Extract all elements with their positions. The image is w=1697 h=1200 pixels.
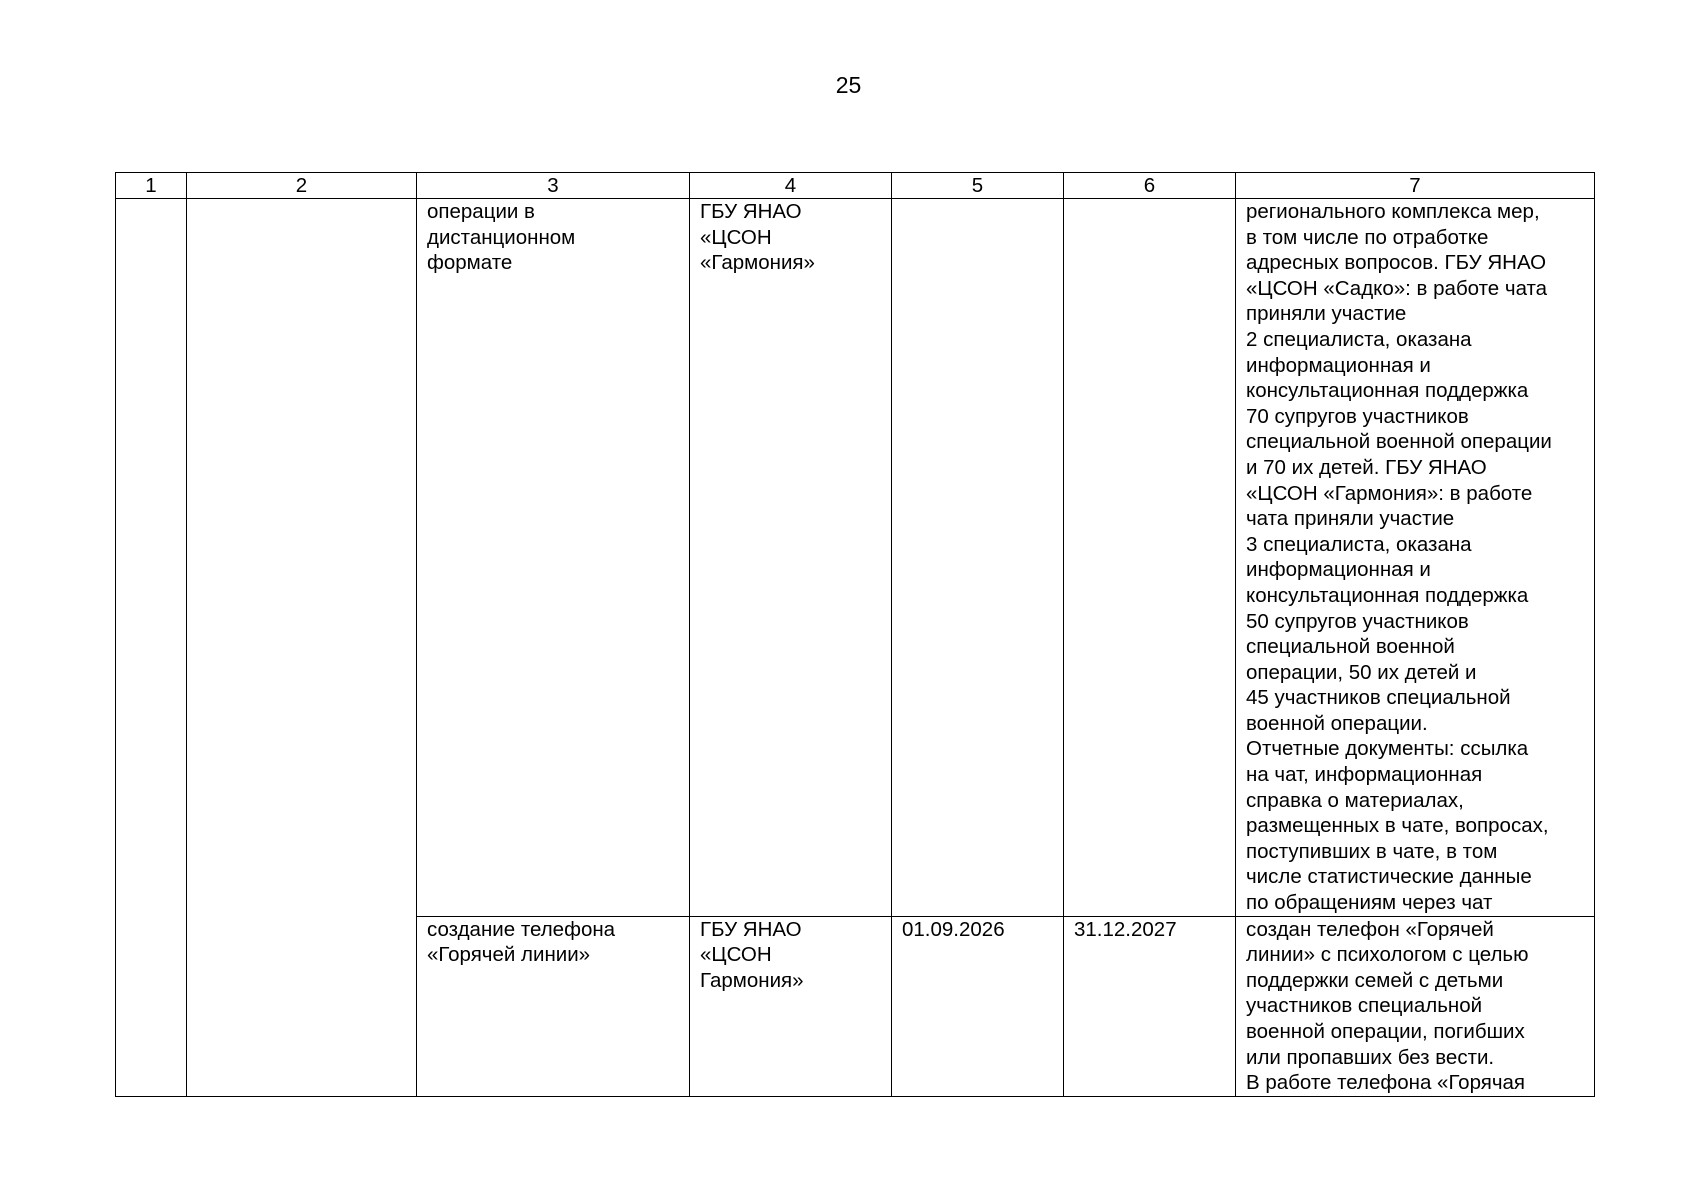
cell-activity [417, 916, 690, 1096]
cell-executor [690, 199, 892, 917]
cell-text: 31.12.2027 [1074, 917, 1177, 941]
column-header-3: 3 [417, 173, 690, 199]
cell-text: операции в дистанционном формате [427, 200, 576, 275]
cell-text: ГБУ ЯНАО «ЦСОН Гармония» [700, 917, 804, 992]
column-header-1: 1 [116, 173, 187, 199]
column-header-5: 5 [892, 173, 1064, 199]
cell-text: создан телефон «Горячей линии» с психологом с целью поддержки семей с детьми участников специальной военной операции, погибших или пропавших без вести. В работе телефона «Горячая [1246, 917, 1529, 1095]
column-header-7: 7 [1236, 173, 1595, 199]
page-number: 25 [835, 72, 862, 98]
cell-activity [417, 199, 690, 917]
cell-executor [690, 916, 892, 1096]
cell-start-date [892, 199, 1064, 917]
cell-text: 01.09.2026 [902, 917, 1005, 941]
cell-col2 [187, 199, 417, 1097]
cell-start-date [892, 916, 1064, 1096]
data-table [115, 172, 1595, 1097]
cell-col1 [116, 199, 187, 1097]
cell-end-date [1064, 199, 1236, 917]
cell-text: ГБУ ЯНАО «ЦСОН «Гармония» [700, 200, 815, 275]
cell-result [1236, 199, 1595, 917]
cell-result [1236, 916, 1595, 1096]
cell-text: создание телефона «Горячей линии» [427, 917, 616, 967]
cell-text: регионального комплекса мер, в том числе по отработке адресных вопросов. ГБУ ЯНАО «ЦСОН «Садко»: в работе чата приняли участие 2 специалиста, оказана информационная и консультационная поддержка 70 супругов участников специальной военной операции и 70 их детей. ГБУ ЯНАО «ЦСОН «Гармония»: в работе чата приняли участие 3 специалиста, оказана информационная и консультационная поддержка 50 супругов участников специальной военной операции, 50 их детей и 45 участников специальной военной операции. Отчетные документы: ссылка на чат, информационная справка о материалах, размещенных в чате, вопросах, поступивших в чате, в том числе статистические данные по обращениям через чат [1246, 200, 1552, 915]
column-header-4: 4 [690, 173, 892, 199]
table-row [116, 199, 1595, 917]
cell-end-date [1064, 916, 1236, 1096]
column-header-6: 6 [1064, 173, 1236, 199]
header-row [116, 173, 1595, 199]
column-header-2: 2 [187, 173, 417, 199]
